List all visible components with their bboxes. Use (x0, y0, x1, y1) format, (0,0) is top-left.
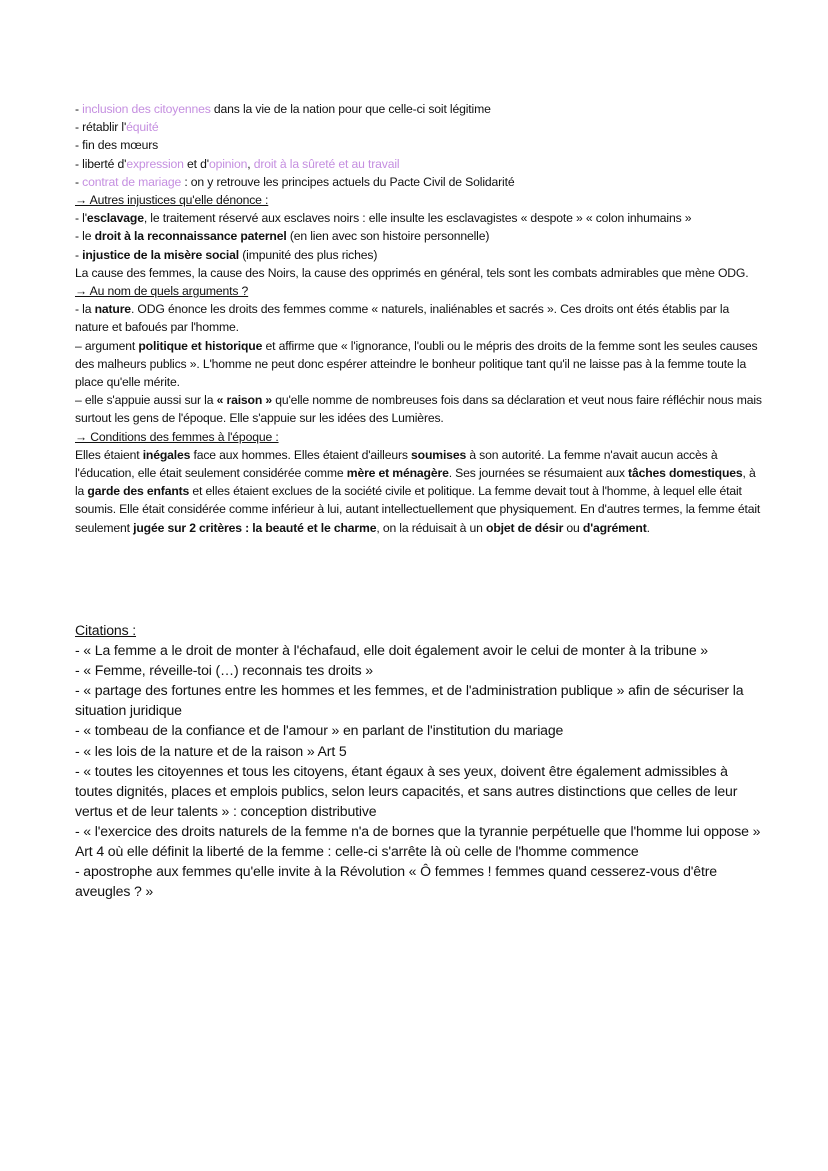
paragraph-nature: - la nature. ODG énonce les droits des femmes comme « naturels, inaliénables et sacrés ». Ces droits ont étés établis par la nature et bafoués par l'homme. (75, 302, 730, 335)
highlight-text: inclusion des citoyennes (82, 102, 211, 116)
bullet-paternel: - le droit à la reconnaissance paternel (en lien avec son histoire personnelle) (75, 229, 490, 244)
citation-item: - « l'exercice des droits naturels de la femme n'a de bornes que la tyrannie perpétuelle que l'homme lui oppose » Art 4 où elle définit la liberté de la femme : celle-ci s'arrête là où celle de l'homme commence (75, 822, 761, 860)
heading-injustices: → Autres injustices qu'elle dénonce : (75, 193, 269, 208)
citations-section (75, 620, 765, 901)
citation-item: - « partage des fortunes entre les hommes et les femmes, et de l'administration publique » afin de sécuriser la situation juridique (75, 682, 744, 719)
bullet-misere: - injustice de la misère social (impunité des plus riches) (75, 247, 378, 262)
heading-conditions: → Conditions des femmes à l'époque : (75, 429, 279, 444)
citation-item: - « tombeau de la confiance et de l'amour » en parlant de l'institution du mariage (75, 722, 564, 739)
citation-item: - « les lois de la nature et de la raison » Art 5 (75, 742, 347, 759)
bullet-equite: - rétablir l'équité (75, 120, 159, 135)
paragraph-conditions: Elles étaient inégales face aux hommes. Elles étaient d'ailleurs soumises à son autorité. La femme n'avait aucun accès à l'éducation, elle était seulement considérée comme mère et ménagère. Ses journées se résumaient aux tâches domestiques, à la garde des enfants et elles étaient exclues de la société civile et politique. La femme devait tout à l'homme, à lequel elle était soumis. Elle était considérée comme inférieur à lui, autant intellectuellement que physiquement. En d'autres termes, la femme était seulement jugée sur 2 critères : la beauté et le charme, on la réduisait à un objet de désir ou d'agrément. (75, 447, 761, 535)
citation-item: - apostrophe aux femmes qu'elle invite à la Révolution « Ô femmes ! femmes quand cesserez-vous d'être aveugles ? » (75, 863, 717, 900)
citation-item: - « toutes les citoyennes et tous les citoyens, étant égaux à ses yeux, doivent être également admissibles à toutes dignités, places et emplois publics, selon leurs capacités, et sans autres distinctions que celles de leur vertus et de leur talents » : conception distributive (75, 762, 738, 819)
bullet-moeurs: - fin des mœurs (75, 138, 159, 153)
highlight-text: droit à la sûreté et au travail (253, 156, 400, 171)
bullet-esclavage: - l'esclavage, le traitement réservé aux esclaves noirs : elle insulte les esclavagistes « despote » « colon inhumains » (75, 211, 692, 226)
bullet-liberte: - liberté d'expression et d'opinion, droit à la sûreté et au travail (75, 156, 400, 171)
highlight-text: opinion (208, 156, 248, 171)
bullet-contrat: - contrat de mariage : on y retrouve les principes actuels du Pacte Civil de Solidarité (75, 174, 515, 189)
paragraph-raison: – elle s'appuie aussi sur la « raison » qu'elle nomme de nombreuses fois dans sa déclaration et veut nous faire réfléchir nous mais surtout les gens de l'époque. Elle s'appuie sur les idées des Lumières. (75, 393, 762, 426)
notes-section (75, 100, 765, 537)
highlight-text: expression (126, 156, 184, 171)
citation-item: - « Femme, réveille-toi (…) reconnais tes droits » (75, 662, 373, 679)
bullet-inclusion: - inclusion des citoyennes dans la vie de la nation pour que celle-ci soit légitime (75, 102, 491, 116)
highlight-text: contrat de mariage (82, 174, 182, 189)
highlight-text: équité (126, 120, 159, 135)
paragraph-politique: – argument politique et historique et affirme que « l'ignorance, l'oubli ou le mépris des droits de la femme sont les seules causes des malheurs publics ». L'homme ne peut donc espérer atteindre le bonheur politique tant qu'il ne laisse pas à la femme toute la place qu'elle mérite. (75, 338, 758, 390)
citations-title: Citations : (75, 622, 137, 638)
heading-arguments: → Au nom de quels arguments ? (75, 284, 249, 299)
citation-item: - « La femme a le droit de monter à l'échafaud, elle doit également avoir le celui de monter à la tribune » (75, 642, 708, 659)
paragraph-cause: La cause des femmes, la cause des Noirs, la cause des opprimés en général, tels sont les combats admirables que mène ODG. (75, 265, 749, 280)
